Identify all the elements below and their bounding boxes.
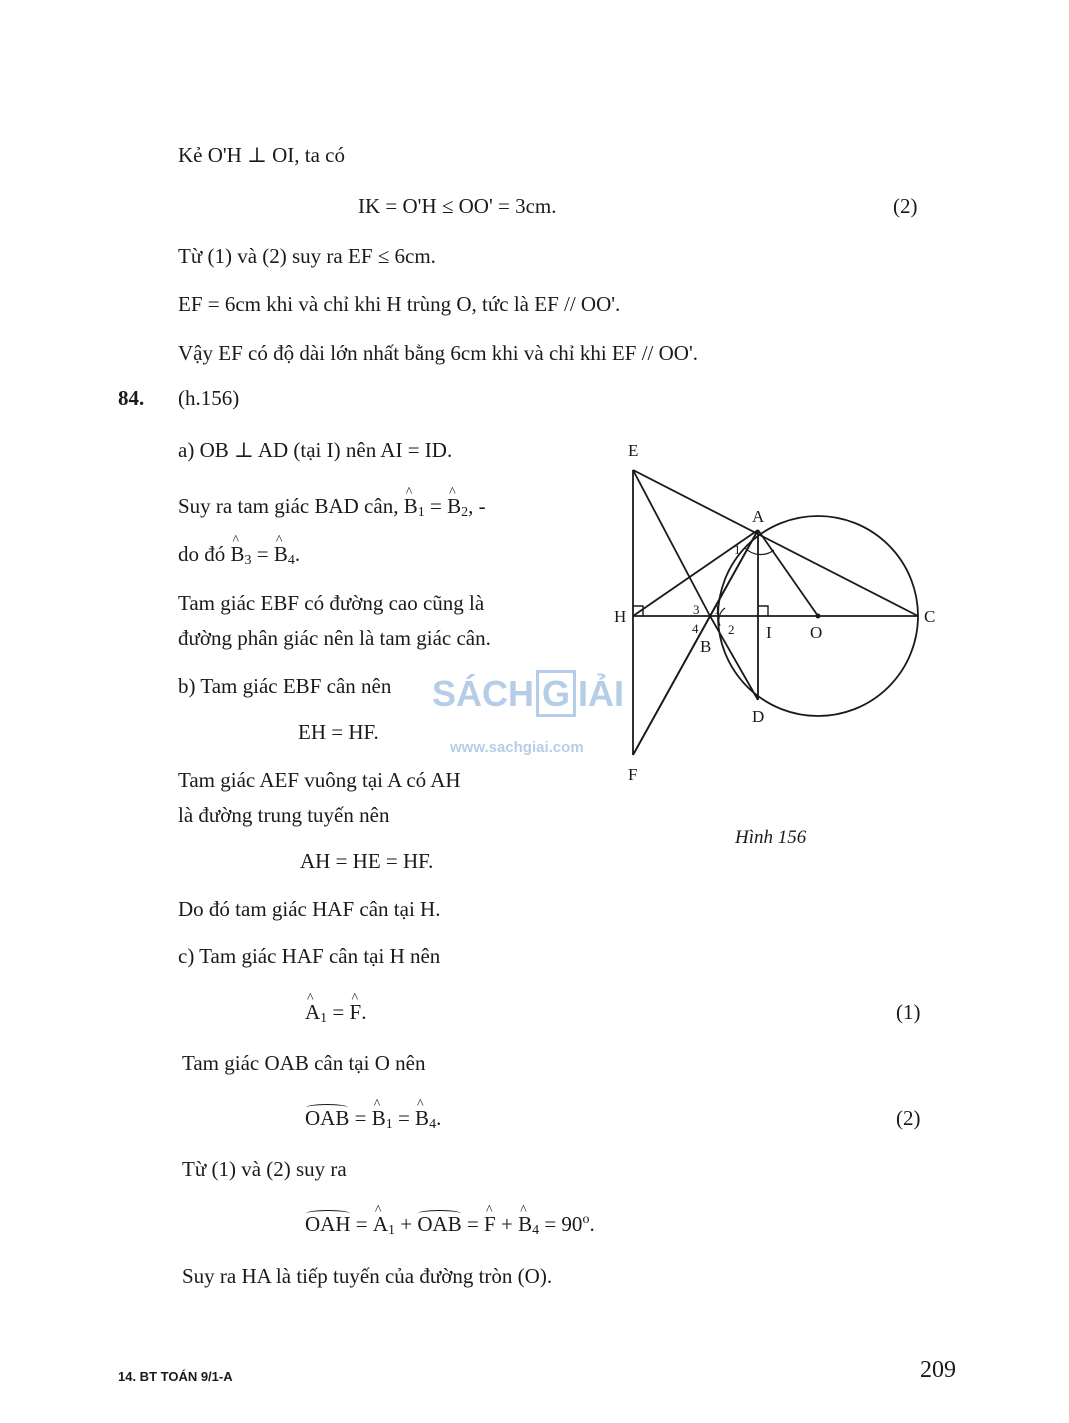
label-f: F	[628, 765, 638, 784]
label-a: A	[752, 507, 765, 526]
label-angle-3: 3	[693, 602, 700, 617]
part-c-line-1: c) Tam giác HAF cân tại H nên	[178, 944, 441, 968]
angle-b4-c2: ^ B	[518, 1214, 532, 1235]
label-i: I	[766, 623, 772, 642]
label-angle-2: 2	[728, 622, 735, 637]
angle-oah: OAH	[305, 1212, 351, 1236]
part-b-eq-ah: AH = HE = HF.	[300, 849, 434, 873]
label-o: O	[810, 623, 823, 642]
line-ec	[633, 470, 918, 616]
label-b: B	[700, 637, 712, 656]
geometry-figure-156	[600, 430, 960, 790]
exercise-number: 84.	[118, 386, 145, 410]
line-ao	[758, 530, 818, 616]
part-c-eq-2: OAB = ^ $B_1$ = ^ $B_4$.	[305, 1108, 441, 1132]
angle-oab: OAB	[305, 1106, 350, 1130]
watermark-logo: SÁCH G IẢI	[432, 673, 624, 715]
angle-b1: ^ B	[404, 496, 418, 517]
part-b-line-3: Tam giác AEF vuông tại A có AH	[178, 768, 461, 792]
text-line-1: Kẻ O'H ⊥ OI, ta có	[178, 143, 345, 167]
label-angle-a1: 1	[734, 542, 741, 557]
angle-b2: ^ B	[447, 496, 461, 517]
part-a-line-2: Suy ra tam giác BAD cân, ^ $B_1$ = ^ $B_2$, -	[178, 496, 486, 520]
part-c-line-5: Từ (1) và (2) suy ra	[182, 1157, 347, 1181]
text-line-5: Vậy EF có độ dài lớn nhất bằng 6cm khi và chỉ khi EF // OO'.	[178, 341, 698, 365]
label-c: C	[924, 607, 936, 626]
part-a-line-3: do đó ^ $B_3$ = ^ $B_4$.	[178, 544, 300, 568]
part-c-line-3: Tam giác OAB cân tại O nên	[182, 1051, 426, 1075]
part-b-line-6: Do đó tam giác HAF cân tại H.	[178, 897, 441, 921]
part-a-line-2-text: Suy ra tam giác BAD cân,	[178, 494, 404, 518]
part-a-line-4: Tam giác EBF có đường cao cũng là	[178, 591, 485, 615]
label-e: E	[628, 441, 639, 460]
part-a-line-1: a) OB ⊥ AD (tại I) nên AI = ID.	[178, 438, 453, 462]
angle-oab-c: OAB	[417, 1212, 462, 1236]
part-a-line-5: đường phân giác nên là tam giác cân.	[178, 626, 491, 650]
label-angle-1: 1	[714, 602, 721, 617]
equation-ik: IK = O'H ≤ OO' = 3cm.	[358, 194, 557, 218]
line-eb	[633, 470, 710, 616]
equation-number-2: (2)	[893, 194, 918, 218]
part-c-line-7: Suy ra HA là tiếp tuyến của đường tròn (O).	[182, 1264, 553, 1288]
angle-a1: ^ A	[305, 1002, 320, 1023]
angle-b4-c: ^ B	[415, 1108, 429, 1129]
part-b-eq-eh: EH = HF.	[298, 720, 379, 744]
angle-b4: ^ B	[274, 544, 288, 565]
angle-a1-c: ^ A	[373, 1214, 388, 1235]
label-d: D	[752, 707, 765, 726]
label-h: H	[614, 607, 627, 626]
figure-caption: Hình 156	[735, 827, 807, 848]
part-b-line-4: là đường trung tuyến nên	[178, 803, 390, 827]
angle-f: ^ F	[350, 1002, 362, 1023]
footer-book-title: 14. BT TOÁN 9/1-A	[118, 1369, 233, 1384]
part-c-eq-3: OAH = ^ $A_1$ + OAB = ^ F + ^ $B_4 = 90^o$.	[305, 1213, 595, 1238]
angle-b1-c: ^ B	[372, 1108, 386, 1129]
text-line-4: EF = 6cm khi và chỉ khi H trùng O, tức là EF // OO'.	[178, 292, 621, 316]
equation-number-c1: (1)	[896, 1000, 921, 1024]
label-angle-4: 4	[692, 621, 699, 636]
exercise-figure-ref: (h.156)	[178, 386, 240, 410]
angle-b3: ^ B	[231, 544, 245, 565]
angle-mark-a	[745, 548, 774, 555]
text-line-3: Từ (1) và (2) suy ra EF ≤ 6cm.	[178, 244, 436, 268]
line-af	[633, 530, 758, 755]
part-c-eq-1: ^ $A_1$ = ^ F.	[305, 1002, 366, 1026]
right-angle-i	[758, 606, 768, 616]
part-b-line-1: b) Tam giác EBF cân nên	[178, 674, 392, 698]
page-number: 209	[920, 1357, 956, 1383]
equation-number-c2: (2)	[896, 1106, 921, 1130]
point-o	[816, 614, 821, 619]
watermark-url: www.sachgiai.com	[450, 739, 584, 756]
angle-f-c: ^ F	[484, 1214, 496, 1235]
